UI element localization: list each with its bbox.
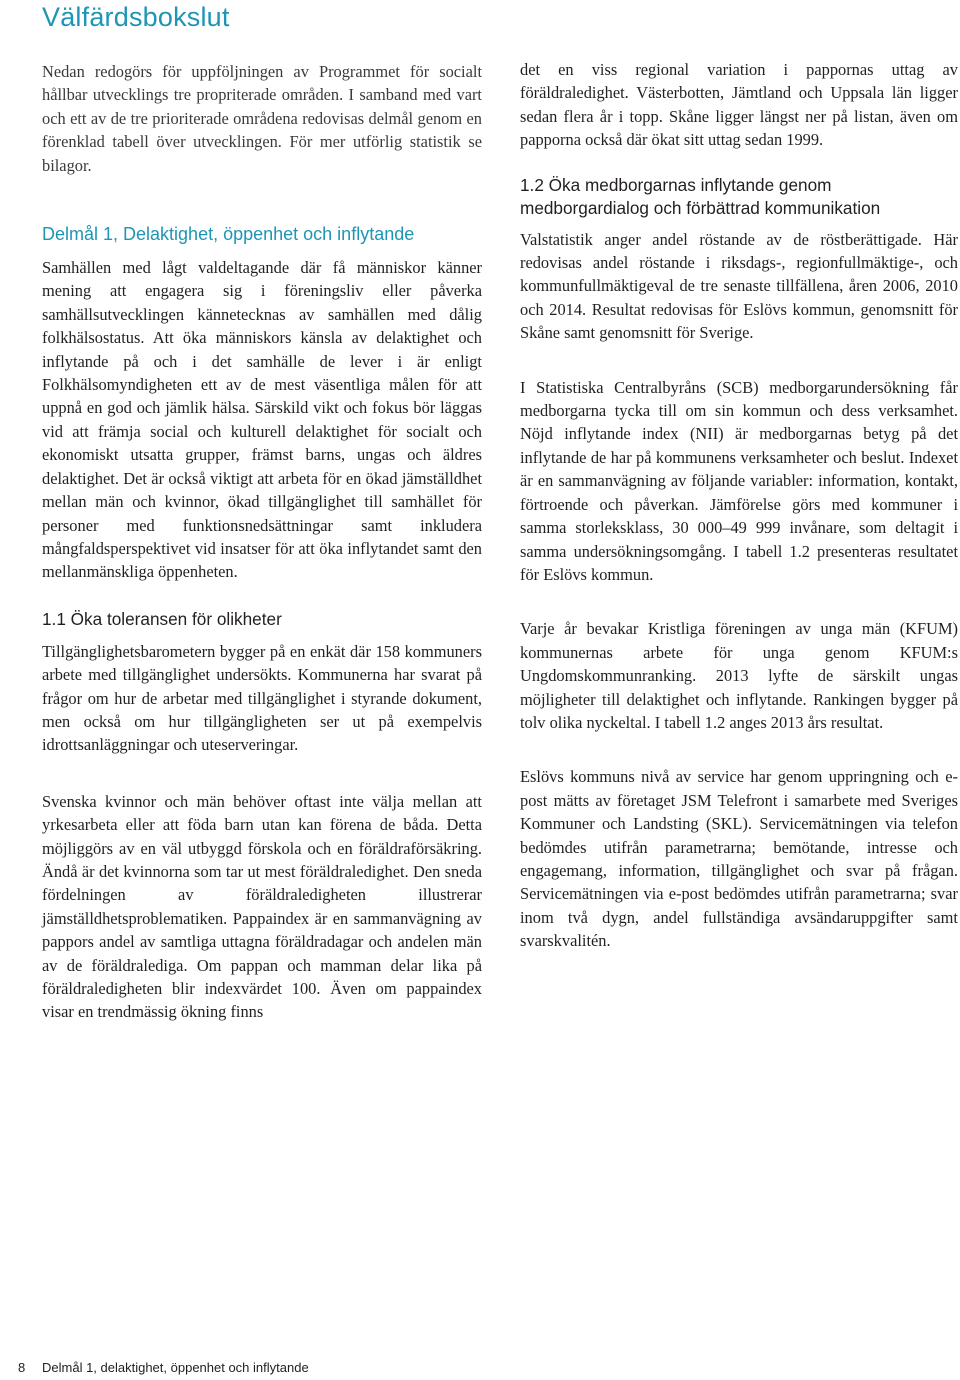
foraldraledighet-paragraph: Svenska kvinnor och män behöver oftast inte välja mellan att yrkesarbeta eller att föda barn utan kan förena de båda. Detta möjliggörs av en väl utbyggd förskola och en föräldraförsäkring. Ändå är det kvinnorna som tar ut mest föräldraledighet. Den sneda fördelningen av föräldraledigheten illustrerar jämställdhetsproblematiken. Pappaindex är en sammanvägning av pappors andel av samtliga uttagna föräldradagar och andelen män av de föräldralediga. Om pappan och mamman delar lika på föräldraledigheten blir indexvärdet 100. Även om pappaindex visar en trendmässig ökning finns (42, 791, 482, 1022)
running-title: Delmål 1, delaktighet, öppenhet och inflytande (42, 1360, 309, 1375)
section-heading-delmal-1: Delmål 1, Delaktighet, öppenhet och inflytande (42, 224, 415, 245)
page-title: Välfärdsbokslut (42, 2, 230, 32)
page-footer (18, 1360, 309, 1375)
service-paragraph: Eslövs kommuns nivå av service har genom uppringning och e-post mätts av företaget JSM Telefront i samarbete med Sveriges Kommuner och Landsting (SKL). Servicemätningen via telefon bedömdes utifrån parametrarna; bemötande, intresse och engagemang, information, tillgänglighet och svar på frågan. Servicemätningen via e-post bedömdes utifrån parametrarna; svar inom två dygn, andel fullständiga avsändaruppgifter samt svarskvalitén. (520, 767, 958, 951)
right-column (520, 58, 958, 953)
delmal-1-paragraph: Samhällen med lågt valdeltagande där få människor känner mening att engagera sig i föreningsliv eller påverka samhällsutvecklingen kännetecknas av samhällen med dålig folkhälsostatus. Att öka människors känsla av delaktighet och inflytande på och i det samhälle de lever i är enligt Folkhälsomyndigheten ett av de mest väsentliga målen för att uppnå en god och jämlik hälsa. Särskild vikt och fokus bör läggas vid att främja social och kulturell delaktighet för socialt och ekonomiskt utsatta grupper, främst barns, ungas och äldres delaktighet. Det är också viktigt att arbeta för en ökad jämställdhet mellan män och kvinnor, ökad tillgänglighet till samhället för personer med funktionsnedsättningar samt inkludera mångfaldsperspektivet vid insatser för att öka inflytandet samt den mellanmänskliga öppenheten. (42, 258, 482, 582)
kfum-paragraph: Varje år bevakar Kristliga föreningen av unga män (KFUM) kommunernas arbete för unga genom KFUM:s Ungdomskommunranking. 2013 lyfte de särskilt ungas möjligheter till delaktighet och inflytande. Rankingen bygger på tolv olika nyckeltal. I tabell 1.2 anges 2013 års resultat. (520, 619, 958, 732)
tillganglighet-paragraph: Tillgänglighetsbarometern bygger på en enkät där 158 kommuners arbete med tillgänglighet undersökts. Kommunerna har svarat på frågor om hur de arbetar med tillgänglighet i styrande dokument, men också om hur tillgängligheten ser ut på exempelvis idrottsanläggningar och uteserveringar. (42, 641, 482, 755)
scb-paragraph: I Statistiska Centralbyråns (SCB) medborgarundersökning får medborgarna tycka till om sin kommun och dess verksamhet. Nöjd inflytande index (NII) är medborgarnas betyg på det inflytande de har på kommunens verksamheter och beslut. Indexet är en sammanvägning av följande variabler: information, kontakt, förtroende och påverkan. Jämförelse görs med kommuner i samma storleksklass, 30 000–49 999 invånare, som deltagit i samma undersökningsomgång. I tabell 1.2 presenteras resultatet för Eslövs kommun. (520, 377, 958, 584)
continued-paragraph: det en viss regional variation i pappornas uttag av föräldraledighet. Västerbotten, Jämtland och Uppsala län ligger sedan flera år i topp. Skåne ligger längst ner på listan, även om papporna också där ökat sitt uttag sedan 1999. (520, 60, 958, 150)
subheading-1-1: 1.1 Öka toleransen för olikheter (42, 608, 282, 629)
subheading-1-2: 1.2 Öka medborgarnas inflytande genom medborgardialog och förbättrad kommunikation (520, 174, 881, 218)
intro-paragraph: Nedan redogörs för uppföljningen av Programmet för socialt hållbar utvecklings tre propriterade områden. I samband med vart och ett av de tre prioriterade områdena redovisas delmål genom en förenklad tabell över utvecklingen. För mer utförlig statistik se bilagor. (42, 62, 482, 175)
valstatistik-paragraph: Valstatistik anger andel röstande av de röstberättigade. Här redovisas andel röstande i riksdags-, regionfullmäktige-, och kommunfullmäktigeval de tre senaste tillfällena, åren 2006, 2010 och 2014. Resultat redovisas för Eslövs kommun, genomsnitt för Skåne samt genomsnitt för Sverige. (520, 229, 958, 343)
page-number: 8 (18, 1360, 26, 1375)
left-column (42, 58, 482, 1024)
